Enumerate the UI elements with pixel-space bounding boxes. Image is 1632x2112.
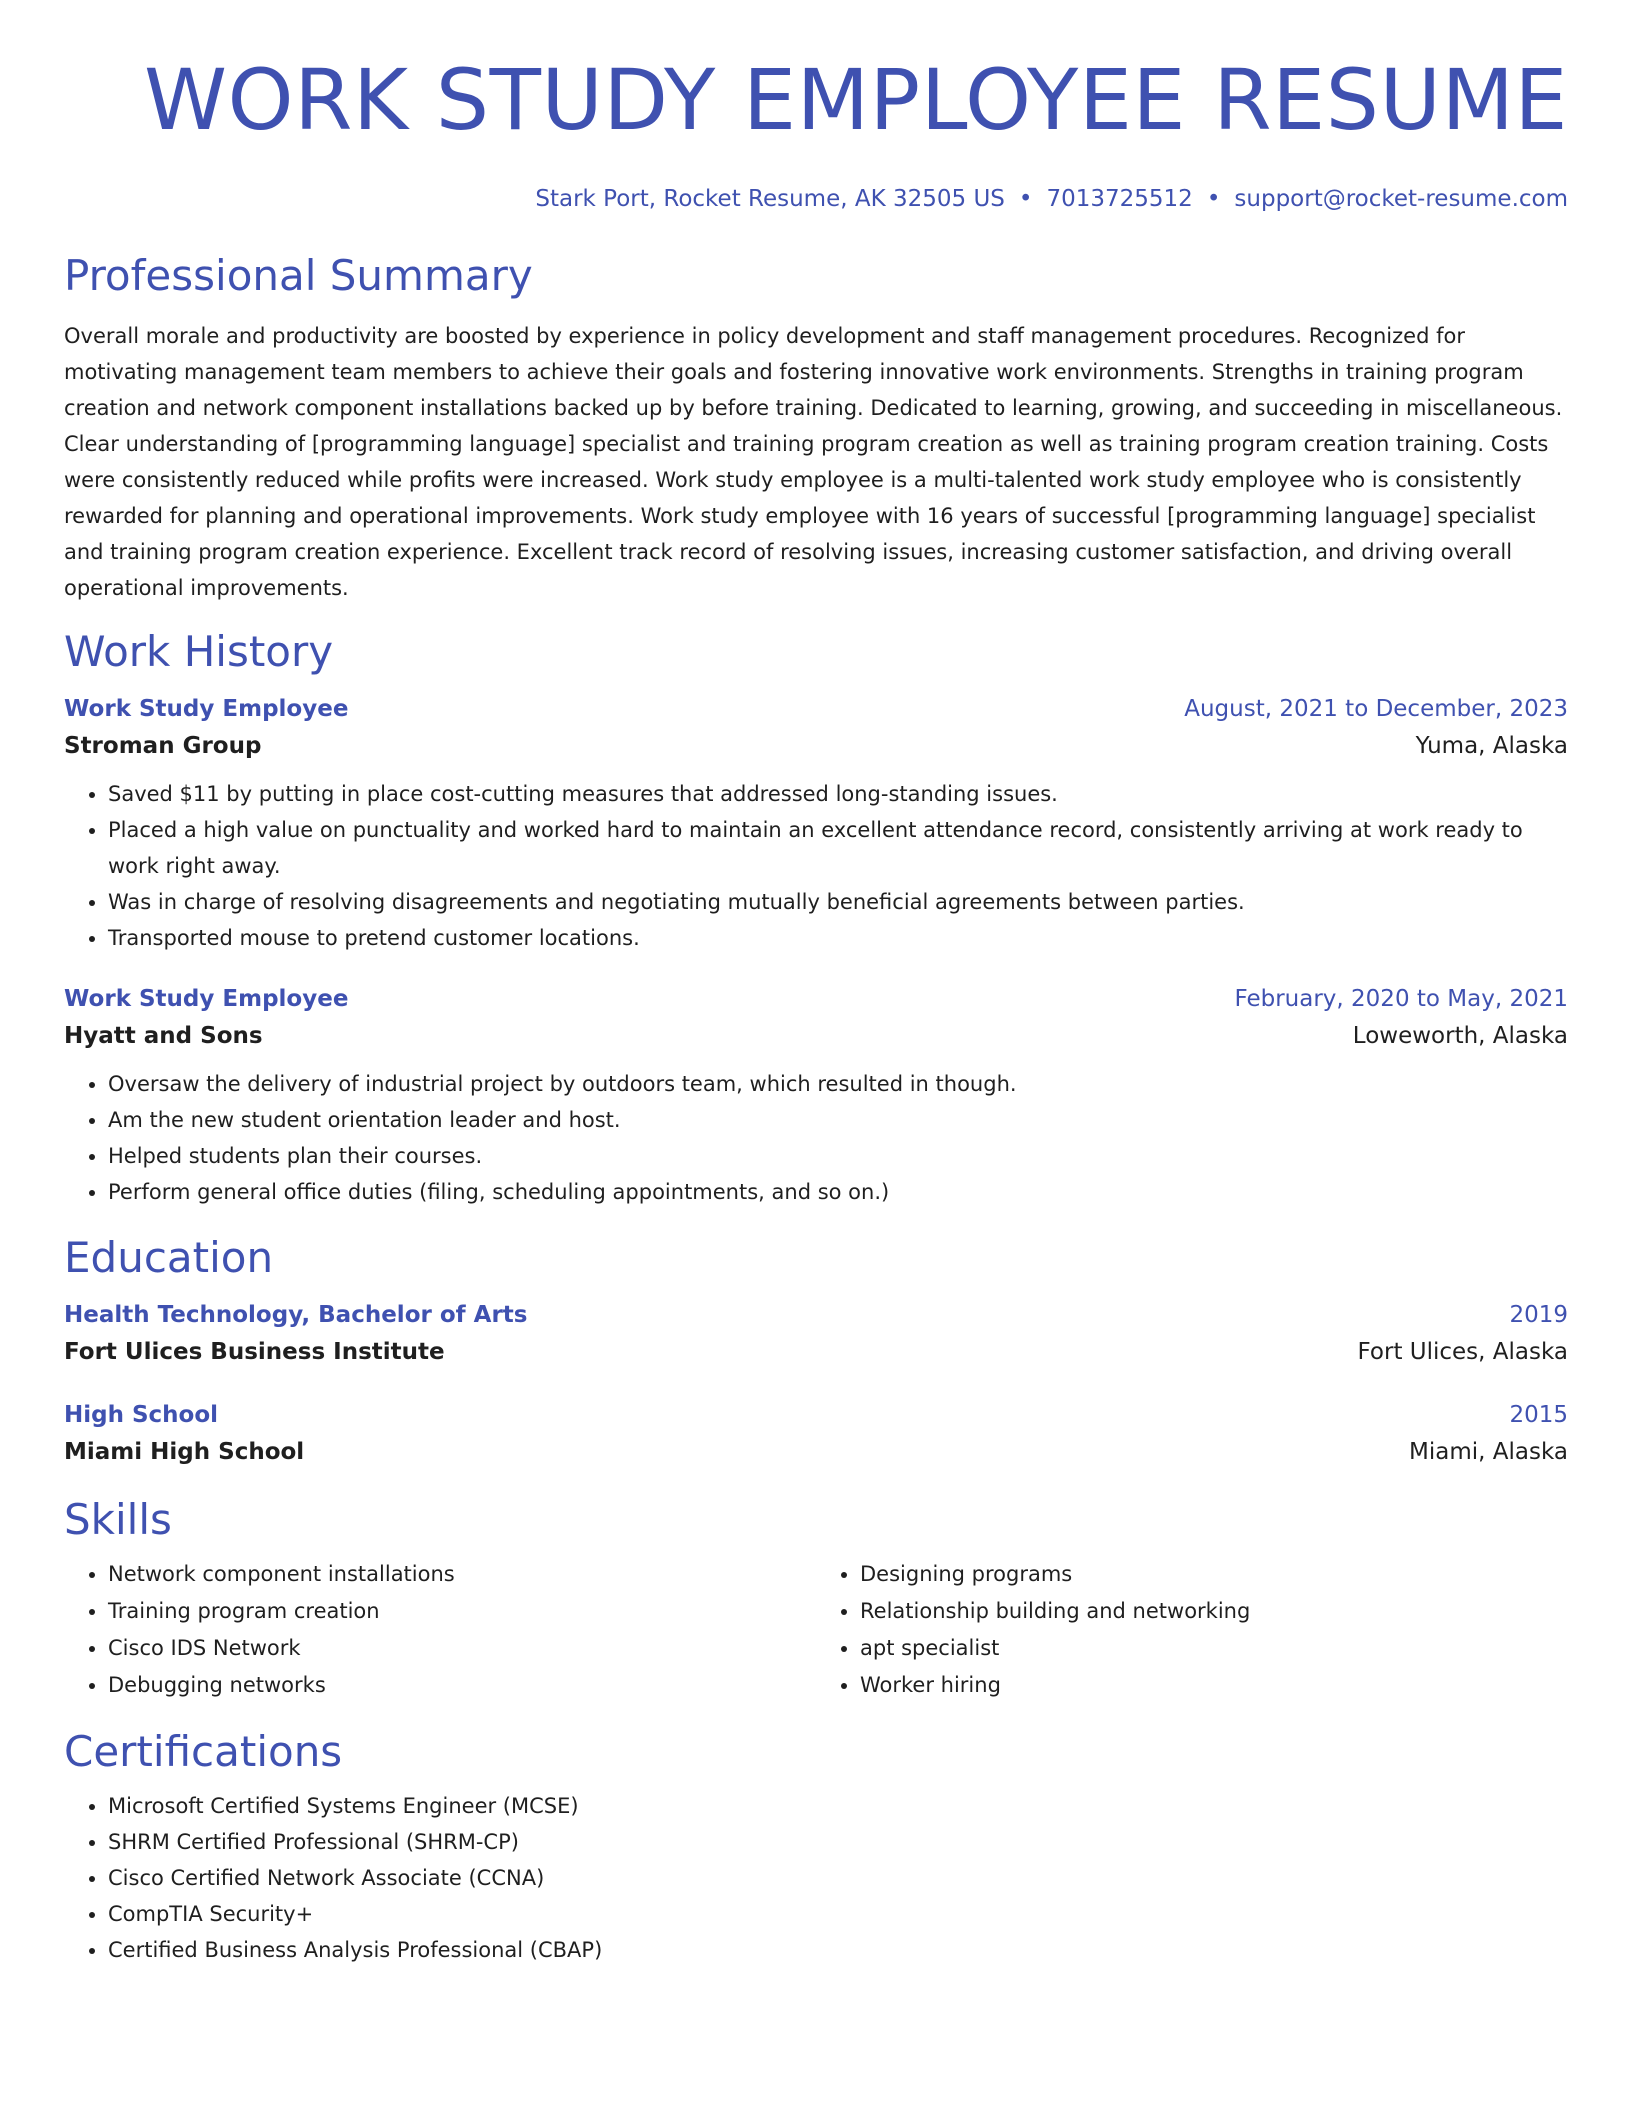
certifications-section — [64, 1726, 1568, 1968]
skills-section — [64, 1494, 1568, 1704]
education-year: 2019 — [1509, 1302, 1568, 1328]
skills-left-column — [64, 1556, 816, 1704]
job-bullet: • Helped students plan their courses. — [108, 1138, 1568, 1174]
job-bullet: • Perform general office duties (filing, scheduling appointments, and so on.) — [108, 1174, 1568, 1210]
work-history-heading: Work History — [64, 627, 334, 676]
summary-heading: Professional Summary — [64, 251, 533, 300]
job-location: Yuma, Alaska — [1415, 733, 1568, 759]
skills-heading: Skills — [64, 1495, 172, 1544]
job-title: Work Study Employee — [64, 986, 349, 1012]
education-entry — [64, 1298, 1568, 1372]
certification-item: • SHRM Certified Professional (SHRM-CP) — [108, 1824, 1568, 1860]
contact-separator: • — [1018, 186, 1033, 212]
job-company: Stroman Group — [64, 733, 262, 759]
job-entry — [64, 982, 1568, 1210]
certifications-list — [64, 1788, 1568, 1968]
education-school: Miami High School — [64, 1439, 305, 1465]
education-degree: High School — [64, 1402, 219, 1428]
contact-phone: 7013725512 — [1046, 186, 1193, 212]
skills-columns — [64, 1556, 1568, 1704]
job-bullet: • Transported mouse to pretend customer locations. — [108, 920, 1568, 956]
education-entry — [64, 1398, 1568, 1472]
job-bullets — [64, 776, 1568, 956]
skill-item: • Debugging networks — [108, 1667, 816, 1704]
education-degree: Health Technology, Bachelor of Arts — [64, 1302, 528, 1328]
skills-right-column — [816, 1556, 1568, 1704]
job-bullet: • Am the new student orientation leader and host. — [108, 1102, 1568, 1138]
job-location: Loweworth, Alaska — [1352, 1023, 1568, 1049]
contact-address: Stark Port, Rocket Resume, AK 32505 US — [535, 186, 1005, 212]
certification-item: • CompTIA Security+ — [108, 1896, 1568, 1932]
certification-item: • Cisco Certified Network Associate (CCNA) — [108, 1860, 1568, 1896]
skill-item: • Worker hiring — [860, 1667, 1568, 1704]
contact-separator: • — [1206, 186, 1221, 212]
job-company: Hyatt and Sons — [64, 1023, 263, 1049]
job-bullet: • Saved $11 by putting in place cost-cutting measures that addressed long-standing issues. — [108, 776, 1568, 812]
job-entry — [64, 692, 1568, 956]
skill-item: • Designing programs — [860, 1556, 1568, 1593]
education-heading: Education — [64, 1233, 274, 1282]
skill-item: • Cisco IDS Network — [108, 1630, 816, 1667]
work-history-section — [64, 626, 1568, 1210]
certifications-heading: Certifications — [64, 1727, 343, 1776]
education-section — [64, 1232, 1568, 1472]
certification-item: • Microsoft Certified Systems Engineer (MCSE) — [108, 1788, 1568, 1824]
skill-item: • apt specialist — [860, 1630, 1568, 1667]
skill-item: • Relationship building and networking — [860, 1593, 1568, 1630]
job-dates: August, 2021 to December, 2023 — [1184, 696, 1568, 722]
job-bullets — [64, 1066, 1568, 1210]
certification-item: • Certified Business Analysis Professional (CBAP) — [108, 1932, 1568, 1968]
job-bullet: • Oversaw the delivery of industrial project by outdoors team, which resulted in though. — [108, 1066, 1568, 1102]
summary-text: Overall morale and productivity are boosted by experience in policy development and staff management procedures. Recognized for motivating management team members to achieve their goals and fostering innovative work environments. Strengths in training program creation and network component installations backed up by before training. Dedicated to learning, growing, and succeeding in miscellaneous. Clear understanding of [programming language] specialist and training program creation as well as training program creation training. Costs were consistently reduced while profits were increased. Work study employee is a multi-talented work study employee who is consistently rewarded for planning and operational improvements. Work study employee with 16 years of successful [programming language] specialist and training program creation experience. Excellent track record of resolving issues, increasing customer satisfaction, and driving overall operational improvements. — [64, 324, 1563, 600]
education-location: Fort Ulices, Alaska — [1357, 1339, 1568, 1365]
resume-title: WORK STUDY EMPLOYEE RESUME — [143, 51, 1568, 149]
job-title: Work Study Employee — [64, 696, 349, 722]
job-dates: February, 2020 to May, 2021 — [1234, 986, 1568, 1012]
education-school: Fort Ulices Business Institute — [64, 1339, 445, 1365]
job-bullet: • Placed a high value on punctuality and worked hard to maintain an excellent attendance record, consistently arriving at work ready to work right away. — [108, 812, 1568, 884]
education-year: 2015 — [1509, 1402, 1568, 1428]
education-location: Miami, Alaska — [1409, 1439, 1568, 1465]
job-bullet: • Was in charge of resolving disagreements and negotiating mutually beneficial agreements between parties. — [108, 884, 1568, 920]
contact-email: support@rocket-resume.com — [1234, 186, 1568, 212]
skill-item: • Network component installations — [108, 1556, 816, 1593]
contact-line — [64, 184, 1568, 214]
skill-item: • Training program creation — [108, 1593, 816, 1630]
summary-section — [64, 250, 1568, 606]
